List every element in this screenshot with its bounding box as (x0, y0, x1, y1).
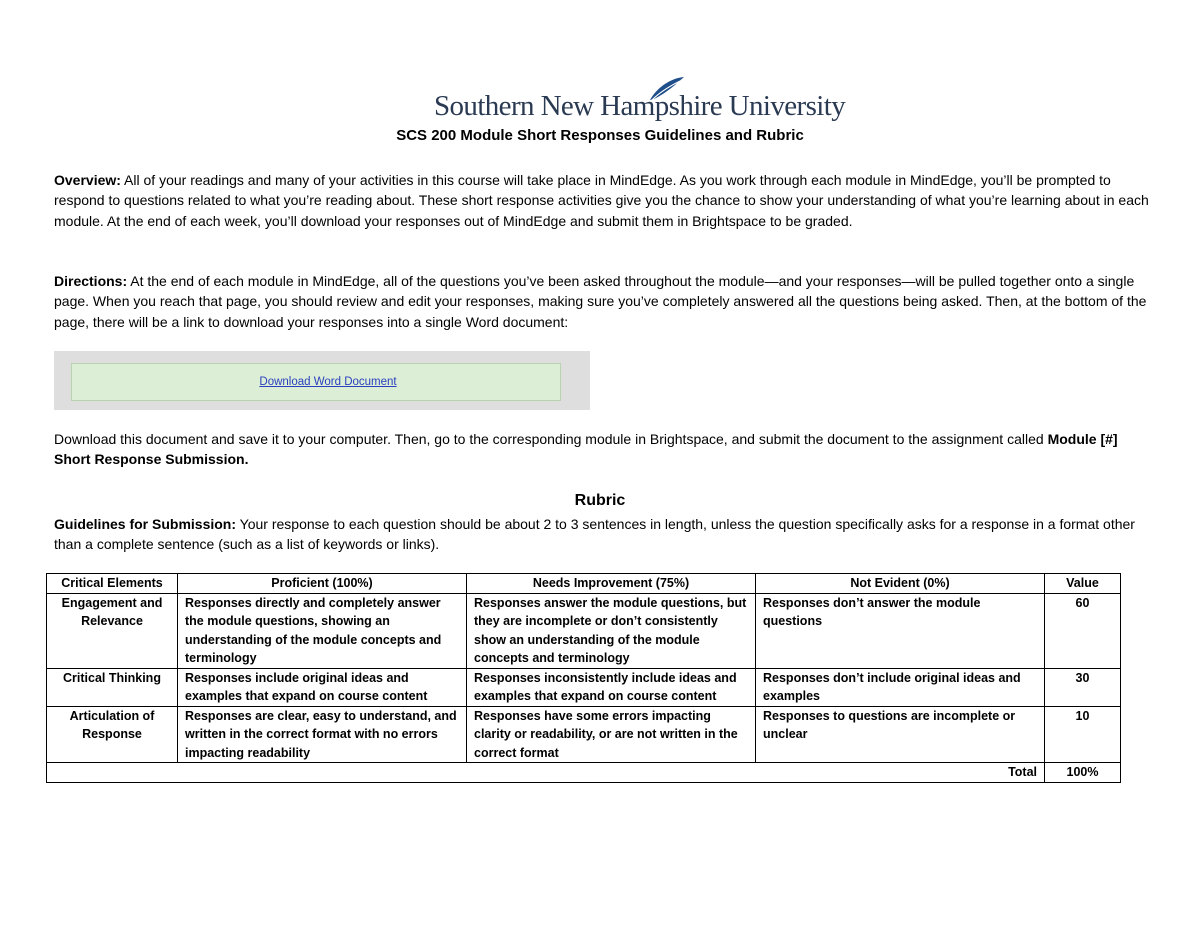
download-word-document-link[interactable]: Download Word Document (259, 376, 397, 388)
download-instructions-text: Download this document and save it to your computer. Then, go to the corresponding module in Brightspace, and submit the document to the assignment called (54, 431, 1048, 447)
guidelines-label: Guidelines for Submission: (54, 516, 237, 532)
total-value: 100% (1045, 763, 1121, 783)
table-row (47, 593, 1121, 668)
not-evident-cell: Responses to questions are incomplete or unclear (756, 706, 1045, 763)
rubric-table (46, 573, 1121, 783)
rubric-header-row (47, 574, 1121, 594)
overview-label: Overview: (54, 172, 121, 188)
total-row (47, 763, 1121, 783)
logo-wordmark: Southern New Hampshire University (434, 90, 846, 122)
value-cell: 60 (1045, 593, 1121, 668)
proficient-cell: Responses directly and completely answer the module questions, showing an understanding of the module concepts and terminology (178, 593, 467, 668)
table-row (47, 668, 1121, 706)
guidelines-text: Your response to each question should be about 2 to 3 sentences in length, unless the question specifically asks for a response in a format other than a complete sentence (such as a list of keywords or links). (54, 516, 1135, 553)
not-evident-cell: Responses don’t include original ideas and examples (756, 668, 1045, 706)
critical-element-cell: Engagement and Relevance (47, 593, 178, 668)
value-cell: 10 (1045, 706, 1121, 763)
download-button-screenshot (54, 351, 590, 410)
column-header: Critical Elements (47, 574, 178, 594)
column-header: Needs Improvement (75%) (467, 574, 756, 594)
download-word-document-button[interactable] (71, 363, 561, 401)
directions-label: Directions: (54, 273, 128, 289)
assignment-name: Module [#] Short Response Submission. (54, 431, 1118, 468)
total-label: Total (47, 763, 1045, 783)
download-instructions (54, 429, 1154, 470)
directions-text: At the end of each module in MindEdge, all of the questions you’ve been asked throughout the module—and your responses—will be pulled together onto a single page. When you reach that page, you should review and edit your responses, making sure you’ve completely answered all the questions being asked. Then, at the bottom of the page, there will be a link to download your responses into a single Word document: (54, 273, 1147, 330)
overview-text: All of your readings and many of your activities in this course will take place in MindEdge. As you work through each module in MindEdge, you’ll be prompted to respond to questions related to what you’re reading about. These short response activities give you the chance to show your understanding of what you’re learning about in each module. At the end of each week, you’ll download your responses out of MindEdge and submit them in Brightspace to be graded. (54, 172, 1149, 229)
column-header: Proficient (100%) (178, 574, 467, 594)
column-header: Not Evident (0%) (756, 574, 1045, 594)
page-title: SCS 200 Module Short Responses Guidelines and Rubric (396, 127, 804, 144)
overview-paragraph (54, 170, 1150, 231)
needs-improvement-cell: Responses inconsistently include ideas and examples that expand on course content (467, 668, 756, 706)
proficient-cell: Responses include original ideas and examples that expand on course content (178, 668, 467, 706)
needs-improvement-cell: Responses answer the module questions, but they are incomplete or don’t consistently show an understanding of the module concepts and terminology (467, 593, 756, 668)
not-evident-cell: Responses don’t answer the module questions (756, 593, 1045, 668)
table-row (47, 706, 1121, 763)
needs-improvement-cell: Responses have some errors impacting clarity or readability, or are not written in the correct format (467, 706, 756, 763)
guidelines-paragraph (54, 514, 1150, 555)
university-logo (434, 76, 846, 126)
critical-element-cell: Articulation of Response (47, 706, 178, 763)
column-header: Value (1045, 574, 1121, 594)
rubric-heading: Rubric (574, 492, 626, 509)
directions-paragraph (54, 271, 1150, 332)
critical-element-cell: Critical Thinking (47, 668, 178, 706)
value-cell: 30 (1045, 668, 1121, 706)
proficient-cell: Responses are clear, easy to understand, and written in the correct format with no errors impacting readability (178, 706, 467, 763)
